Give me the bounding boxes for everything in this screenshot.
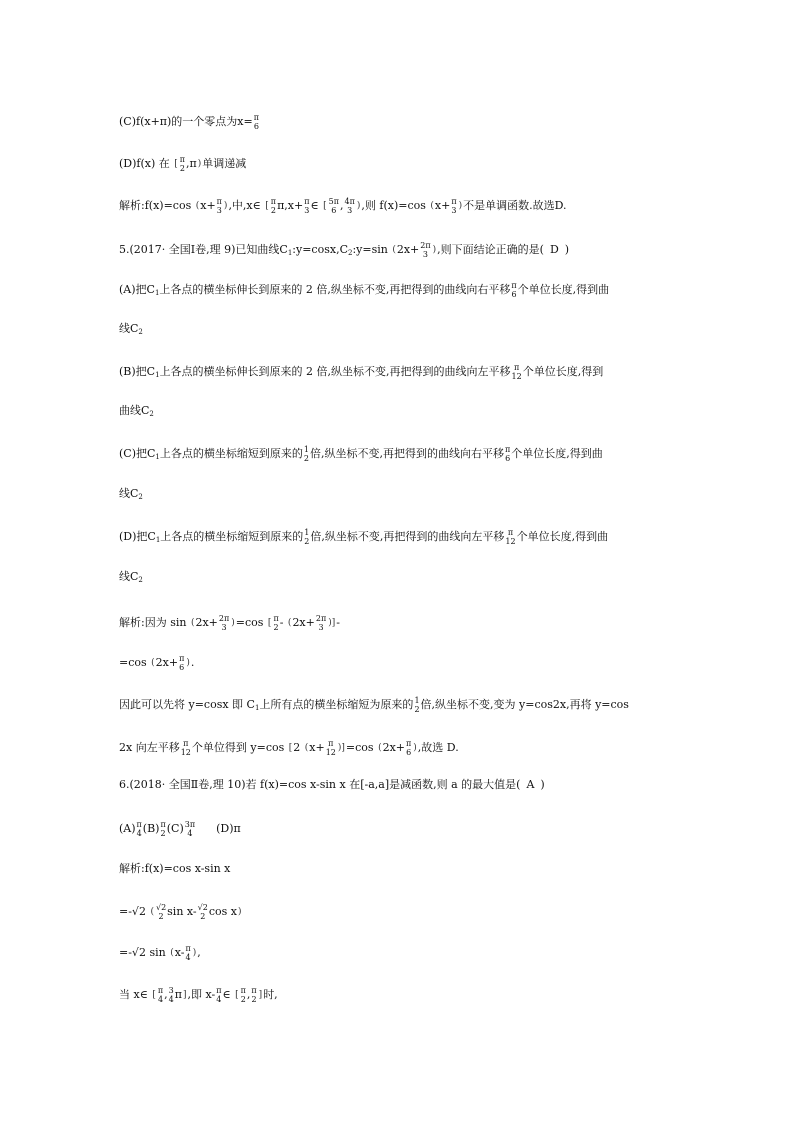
numerator: 3 — [168, 986, 174, 995]
fraction — [180, 155, 185, 173]
right-bracket: ) — [186, 658, 190, 668]
numerator: π — [216, 197, 222, 206]
fraction — [241, 986, 246, 1004]
right-bracket: ] — [182, 990, 187, 1000]
numerator: 1 — [414, 696, 420, 705]
option-d-5 — [119, 528, 608, 547]
numerator: π — [183, 739, 189, 748]
fraction — [219, 614, 229, 632]
text: , — [246, 988, 251, 1001]
right-bracket: )] — [337, 743, 345, 753]
numerator: π — [270, 197, 277, 206]
text: =cos — [235, 616, 264, 629]
denominator: 2 — [303, 454, 309, 463]
denominator: 2 — [240, 995, 246, 1004]
question-5 — [119, 241, 569, 260]
left-bracket: [ — [323, 201, 327, 211]
numerator: 5π — [328, 197, 340, 206]
numerator: 4π — [344, 197, 355, 206]
text: ,π — [186, 157, 197, 170]
denominator: 4 — [157, 995, 164, 1004]
denominator: 4 — [168, 995, 174, 1004]
numerator: π — [504, 445, 511, 454]
option-d-5-cont — [119, 570, 143, 587]
text: (C) — [166, 822, 184, 835]
numerator: 1 — [303, 445, 309, 454]
text: 个单位长度,得到曲 — [511, 447, 603, 460]
fraction — [304, 528, 309, 546]
right-bracket: ) — [356, 201, 361, 211]
denominator: 12 — [180, 748, 191, 757]
fraction — [217, 197, 222, 215]
text: - — [279, 616, 284, 629]
denominator: 4 — [187, 829, 193, 838]
text: (A) — [119, 822, 136, 835]
text: 曲线C — [119, 404, 150, 417]
text: 不是单调函数.故选D. — [463, 199, 567, 212]
right-bracket: ) — [223, 201, 228, 211]
text: 线C — [119, 487, 139, 500]
text: , — [164, 988, 168, 1001]
subscript: 2 — [138, 328, 143, 336]
numerator: 1 — [304, 528, 310, 537]
analysis-line-1 — [119, 197, 567, 215]
denominator: 6 — [406, 748, 412, 757]
text: cos x — [208, 905, 237, 918]
numerator: 2π — [315, 614, 327, 623]
text: (B) — [142, 822, 160, 835]
left-bracket: ( — [304, 743, 309, 753]
right-bracket: ) — [192, 948, 197, 958]
denominator: 12 — [511, 372, 522, 381]
numerator: π — [507, 528, 514, 537]
numerator: π — [251, 986, 257, 995]
text: 解析:f(x)=cos — [119, 199, 192, 212]
left-bracket: [ — [152, 990, 156, 1000]
fraction — [158, 986, 163, 1004]
denominator: 3 — [422, 250, 428, 259]
denominator: 2 — [251, 995, 257, 1004]
text: 2x+ — [292, 616, 315, 629]
text: 个单位长度,得到曲 — [516, 530, 609, 543]
numerator: π — [136, 820, 142, 829]
fraction — [254, 113, 259, 131]
option-b-5-cont — [119, 404, 154, 421]
subscript: 1 — [155, 536, 161, 544]
subscript: 2 — [138, 493, 143, 501]
right-bracket: ) — [458, 201, 463, 211]
text: ,则 f(x)=cos — [361, 199, 426, 212]
text: 个单位长度,得到曲 — [517, 283, 610, 296]
text: π,x+ — [277, 199, 304, 212]
fraction — [160, 820, 165, 838]
analysis-6-line-1 — [119, 862, 230, 876]
text: ,则下面结论正确的是( — [437, 243, 544, 256]
fraction — [198, 903, 208, 921]
text: 倍,纵坐标不变,再把得到的曲线向右平移 — [309, 447, 504, 460]
text: sin x- — [167, 905, 197, 918]
text: 当 x∈ — [119, 988, 148, 1001]
text: 2x+ — [155, 656, 179, 669]
option-a-5-cont — [119, 322, 143, 339]
text: 解析:因为 sin — [119, 616, 187, 629]
denominator: 12 — [505, 537, 516, 546]
denominator: 3 — [216, 206, 222, 215]
text: (B)把C — [119, 365, 156, 378]
text: ,故选 D. — [417, 741, 459, 754]
text: x+ — [200, 199, 216, 212]
fraction — [185, 820, 195, 838]
fraction — [420, 241, 430, 259]
analysis-5-line-1 — [119, 614, 340, 632]
analysis-5-line-4 — [119, 739, 459, 757]
denominator: 2 — [160, 829, 166, 838]
numerator: π — [514, 363, 520, 372]
text: , — [340, 199, 344, 212]
right-bracket: ) — [231, 618, 235, 628]
fraction — [273, 614, 278, 632]
fraction — [304, 445, 309, 463]
subscript: 1 — [155, 453, 160, 461]
left-bracket: [ — [174, 159, 178, 169]
numerator: π — [216, 986, 222, 995]
denominator: 4 — [216, 995, 222, 1004]
fraction — [169, 986, 174, 1004]
denominator: 2 — [179, 164, 185, 173]
numerator: π — [160, 820, 166, 829]
text: , — [197, 946, 201, 959]
option-b-5 — [119, 363, 603, 382]
denominator: 3 — [451, 206, 457, 215]
fraction — [451, 197, 456, 215]
text: 倍,纵坐标不变,再把得到的曲线向左平移 — [310, 530, 505, 543]
denominator: 3 — [304, 206, 310, 215]
numerator: π — [511, 281, 517, 290]
text: ) — [564, 243, 570, 256]
right-bracket: ) — [432, 245, 437, 255]
numerator: π — [253, 113, 259, 122]
text: (D)把C — [119, 530, 156, 543]
text: ∈ — [222, 988, 231, 1001]
denominator: 2 — [273, 623, 279, 632]
left-bracket: ( — [150, 907, 154, 917]
text: - — [336, 616, 340, 629]
analysis-5-line-3 — [119, 696, 629, 715]
text: 上所有点的横坐标缩短为原来的 — [259, 698, 414, 711]
denominator: 2 — [200, 912, 206, 921]
fraction — [316, 614, 326, 632]
text: 2x 向左平移 — [119, 741, 180, 754]
left-bracket: ( — [430, 201, 434, 211]
option-c-5 — [119, 445, 603, 464]
fraction — [179, 654, 184, 672]
text: 2x+ — [195, 616, 218, 629]
text: (D)f(x) 在 — [119, 157, 170, 170]
text: π — [174, 988, 182, 1001]
left-bracket: [ — [267, 618, 272, 628]
right-bracket: )] — [328, 618, 336, 628]
analysis-6-line-3 — [119, 944, 201, 962]
option-c-line — [119, 113, 260, 131]
text: :y=cosx,C — [292, 243, 348, 256]
numerator: π — [304, 197, 310, 206]
left-bracket: [ — [235, 990, 239, 1000]
fraction — [326, 739, 336, 757]
answer: D — [549, 243, 559, 256]
subscript: 1 — [155, 371, 160, 379]
text: x+ — [434, 199, 451, 212]
numerator: 2π — [218, 614, 230, 623]
numerator: π — [240, 986, 246, 995]
left-bracket: ( — [287, 618, 292, 628]
text: 2 — [293, 741, 301, 754]
text: 解析:f(x)=cos x-sin x — [119, 862, 231, 875]
text: 2x+ — [382, 741, 406, 754]
denominator: 6 — [179, 663, 185, 672]
fraction — [137, 820, 142, 838]
question-6 — [119, 778, 545, 792]
fraction — [304, 197, 309, 215]
right-bracket: ) — [197, 159, 202, 169]
left-bracket: [ — [288, 743, 293, 753]
numerator: π — [157, 986, 164, 995]
numerator: 2π — [420, 241, 431, 250]
fraction — [329, 197, 339, 215]
fraction — [505, 445, 510, 463]
text: (A)把C — [119, 283, 155, 296]
left-bracket: ( — [195, 201, 200, 211]
denominator: 4 — [136, 829, 142, 838]
denominator: 4 — [185, 953, 191, 962]
text: 线C — [119, 570, 139, 583]
subscript: 1 — [287, 249, 293, 257]
option-a-5 — [119, 281, 609, 300]
text: 个单位得到 y=cos — [191, 741, 285, 754]
text: ) — [540, 778, 545, 791]
left-bracket: ( — [151, 658, 155, 668]
subscript: 2 — [347, 249, 353, 257]
fraction — [345, 197, 355, 215]
text: 倍,纵坐标不变,变为 y=cos2x,再将 y=cos — [420, 698, 629, 711]
fraction — [271, 197, 276, 215]
subscript: 2 — [138, 576, 143, 584]
text: 因此可以先将 y=cosx 即 C — [119, 698, 255, 711]
left-bracket: ( — [190, 618, 195, 628]
analysis-5-line-2 — [119, 654, 194, 672]
fraction — [251, 986, 256, 1004]
fraction — [185, 944, 190, 962]
option-d-line — [119, 155, 246, 173]
text: ∈ — [310, 199, 319, 212]
denominator: 2 — [304, 537, 310, 546]
text: :y=sin — [352, 243, 388, 256]
denominator: 2 — [270, 206, 276, 215]
text: =cos — [119, 656, 147, 669]
fraction — [511, 281, 516, 299]
numerator: π — [406, 739, 412, 748]
text: =cos — [345, 741, 374, 754]
text: 上各点的横坐标缩短到原来的 — [160, 530, 304, 543]
subscript: 1 — [154, 289, 160, 297]
fraction — [406, 739, 411, 757]
denominator: 2 — [414, 705, 420, 714]
left-bracket: ( — [378, 743, 382, 753]
numerator: π — [328, 739, 334, 748]
text: (C)f(x+π)的一个零点为x= — [119, 115, 253, 128]
text: 上各点的横坐标伸长到原来的 2 倍,纵坐标不变,再把得到的曲线向左平移 — [159, 365, 511, 378]
text: (D)π — [216, 822, 241, 835]
fraction — [505, 528, 515, 546]
option-c-5-cont — [119, 487, 143, 504]
denominator: 2 — [158, 912, 164, 921]
text: 2x+ — [396, 243, 420, 256]
text: 上各点的横坐标伸长到原来的 2 倍,纵坐标不变,再把得到的曲线向右平移 — [159, 283, 511, 296]
numerator: 3π — [184, 820, 196, 829]
left-bracket: ( — [170, 948, 174, 958]
fraction — [181, 739, 191, 757]
denominator: 6 — [511, 290, 517, 299]
subscript: 1 — [254, 704, 260, 712]
numerator: √2 — [155, 903, 167, 912]
text: ,中,x∈ — [228, 199, 261, 212]
numerator: π — [185, 944, 191, 953]
text: 时, — [263, 988, 278, 1001]
answer: A — [526, 778, 535, 791]
right-bracket: ] — [258, 990, 263, 1000]
text: 6.(2018· 全国Ⅱ卷,理 10)若 f(x)=cos x-sin x 在[-a,a]是减函数,则 a 的最大值是( — [119, 778, 521, 791]
text: 单调递减 — [202, 157, 247, 170]
numerator: π — [451, 197, 457, 206]
options-6 — [119, 820, 241, 838]
text: 上各点的横坐标缩短到原来的 — [159, 447, 303, 460]
left-bracket: [ — [265, 201, 269, 211]
text: 个单位长度,得到 — [522, 365, 604, 378]
text: 线C — [119, 322, 139, 335]
denominator: 12 — [325, 748, 336, 757]
subscript: 2 — [149, 410, 154, 418]
numerator: π — [179, 155, 186, 164]
denominator: 3 — [221, 623, 227, 632]
analysis-6-line-2 — [119, 903, 242, 921]
right-bracket: ) — [413, 743, 417, 753]
denominator: 3 — [318, 623, 324, 632]
left-bracket: ( — [392, 245, 396, 255]
text: 5.(2017· 全国Ⅰ卷,理 9)已知曲线C — [119, 243, 288, 256]
denominator: 3 — [347, 206, 353, 215]
text: =-√2 — [119, 905, 146, 918]
numerator: π — [179, 654, 185, 663]
text: ,即 x- — [187, 988, 216, 1001]
text: (C)把C — [119, 447, 156, 460]
denominator: 6 — [505, 454, 511, 463]
text: x+ — [309, 741, 325, 754]
fraction — [156, 903, 166, 921]
denominator: 6 — [253, 122, 259, 131]
fraction — [216, 986, 221, 1004]
numerator: π — [273, 614, 279, 623]
fraction — [512, 363, 522, 381]
analysis-6-line-4 — [119, 986, 278, 1004]
right-bracket: ) — [237, 907, 242, 917]
text: x- — [174, 946, 185, 959]
denominator: 6 — [331, 206, 337, 215]
fraction — [414, 696, 419, 714]
numerator: √2 — [197, 903, 208, 912]
text: =-√2 sin — [119, 946, 166, 959]
text: . — [190, 656, 195, 669]
